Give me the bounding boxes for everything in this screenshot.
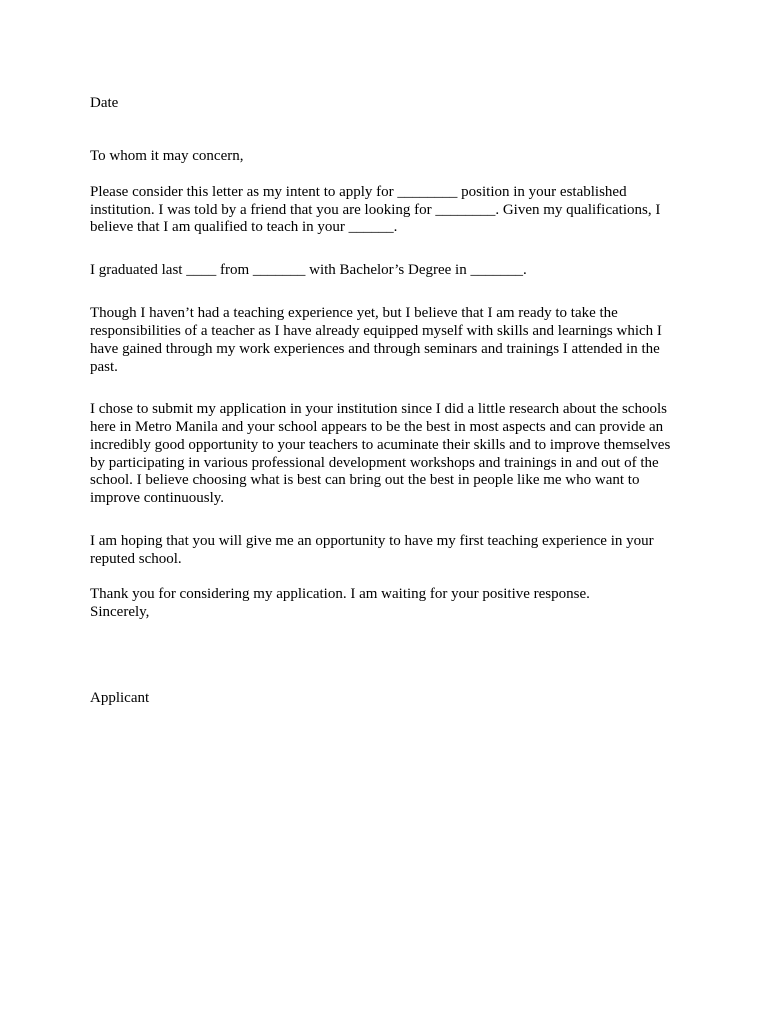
paragraph-line: responsibilities of a teacher as I have already equipped myself with skills and learnings which I bbox=[90, 323, 662, 339]
paragraph-line: I am hoping that you will give me an opportunity to have my first teaching experience in your bbox=[90, 533, 654, 549]
paragraph-line: by participating in various professional development workshops and trainings in and out of the bbox=[90, 455, 659, 471]
salutation: To whom it may concern, bbox=[90, 148, 244, 164]
paragraph-line: institution. I was told by a friend that you are looking for ________. Given my qualifications, I bbox=[90, 202, 661, 218]
signature-name: Applicant bbox=[90, 690, 150, 706]
paragraph-line: reputed school. bbox=[90, 551, 182, 567]
paragraph-line: improve continuously. bbox=[90, 490, 225, 506]
paragraph-line: I graduated last ____ from _______ with Bachelor’s Degree in _______. bbox=[90, 262, 527, 278]
paragraph-line: past. bbox=[90, 359, 118, 375]
paragraph-line: believe that I am qualified to teach in your ______. bbox=[90, 219, 398, 235]
paragraph-line: Though I haven’t had a teaching experience yet, but I believe that I am ready to take the bbox=[90, 305, 618, 321]
paragraph-line: Thank you for considering my application. I am waiting for your positive response. bbox=[90, 586, 590, 602]
paragraph-line: have gained through my work experiences and through seminars and trainings I attended in the bbox=[90, 341, 660, 357]
paragraph-line: school. I believe choosing what is best can bring out the best in people like me who want to bbox=[90, 472, 640, 488]
paragraph-line: incredibly good opportunity to your teachers to acuminate their skills and to improve themselves bbox=[90, 437, 671, 453]
paragraph-line: I chose to submit my application in your institution since I did a little research about the schools bbox=[90, 401, 667, 417]
closing: Sincerely, bbox=[90, 604, 150, 620]
date-line: Date bbox=[90, 95, 119, 111]
paragraph-line: here in Metro Manila and your school appears to be the best in most aspects and can provide an bbox=[90, 419, 664, 435]
paragraph-line: Please consider this letter as my intent to apply for ________ position in your established bbox=[90, 184, 627, 200]
